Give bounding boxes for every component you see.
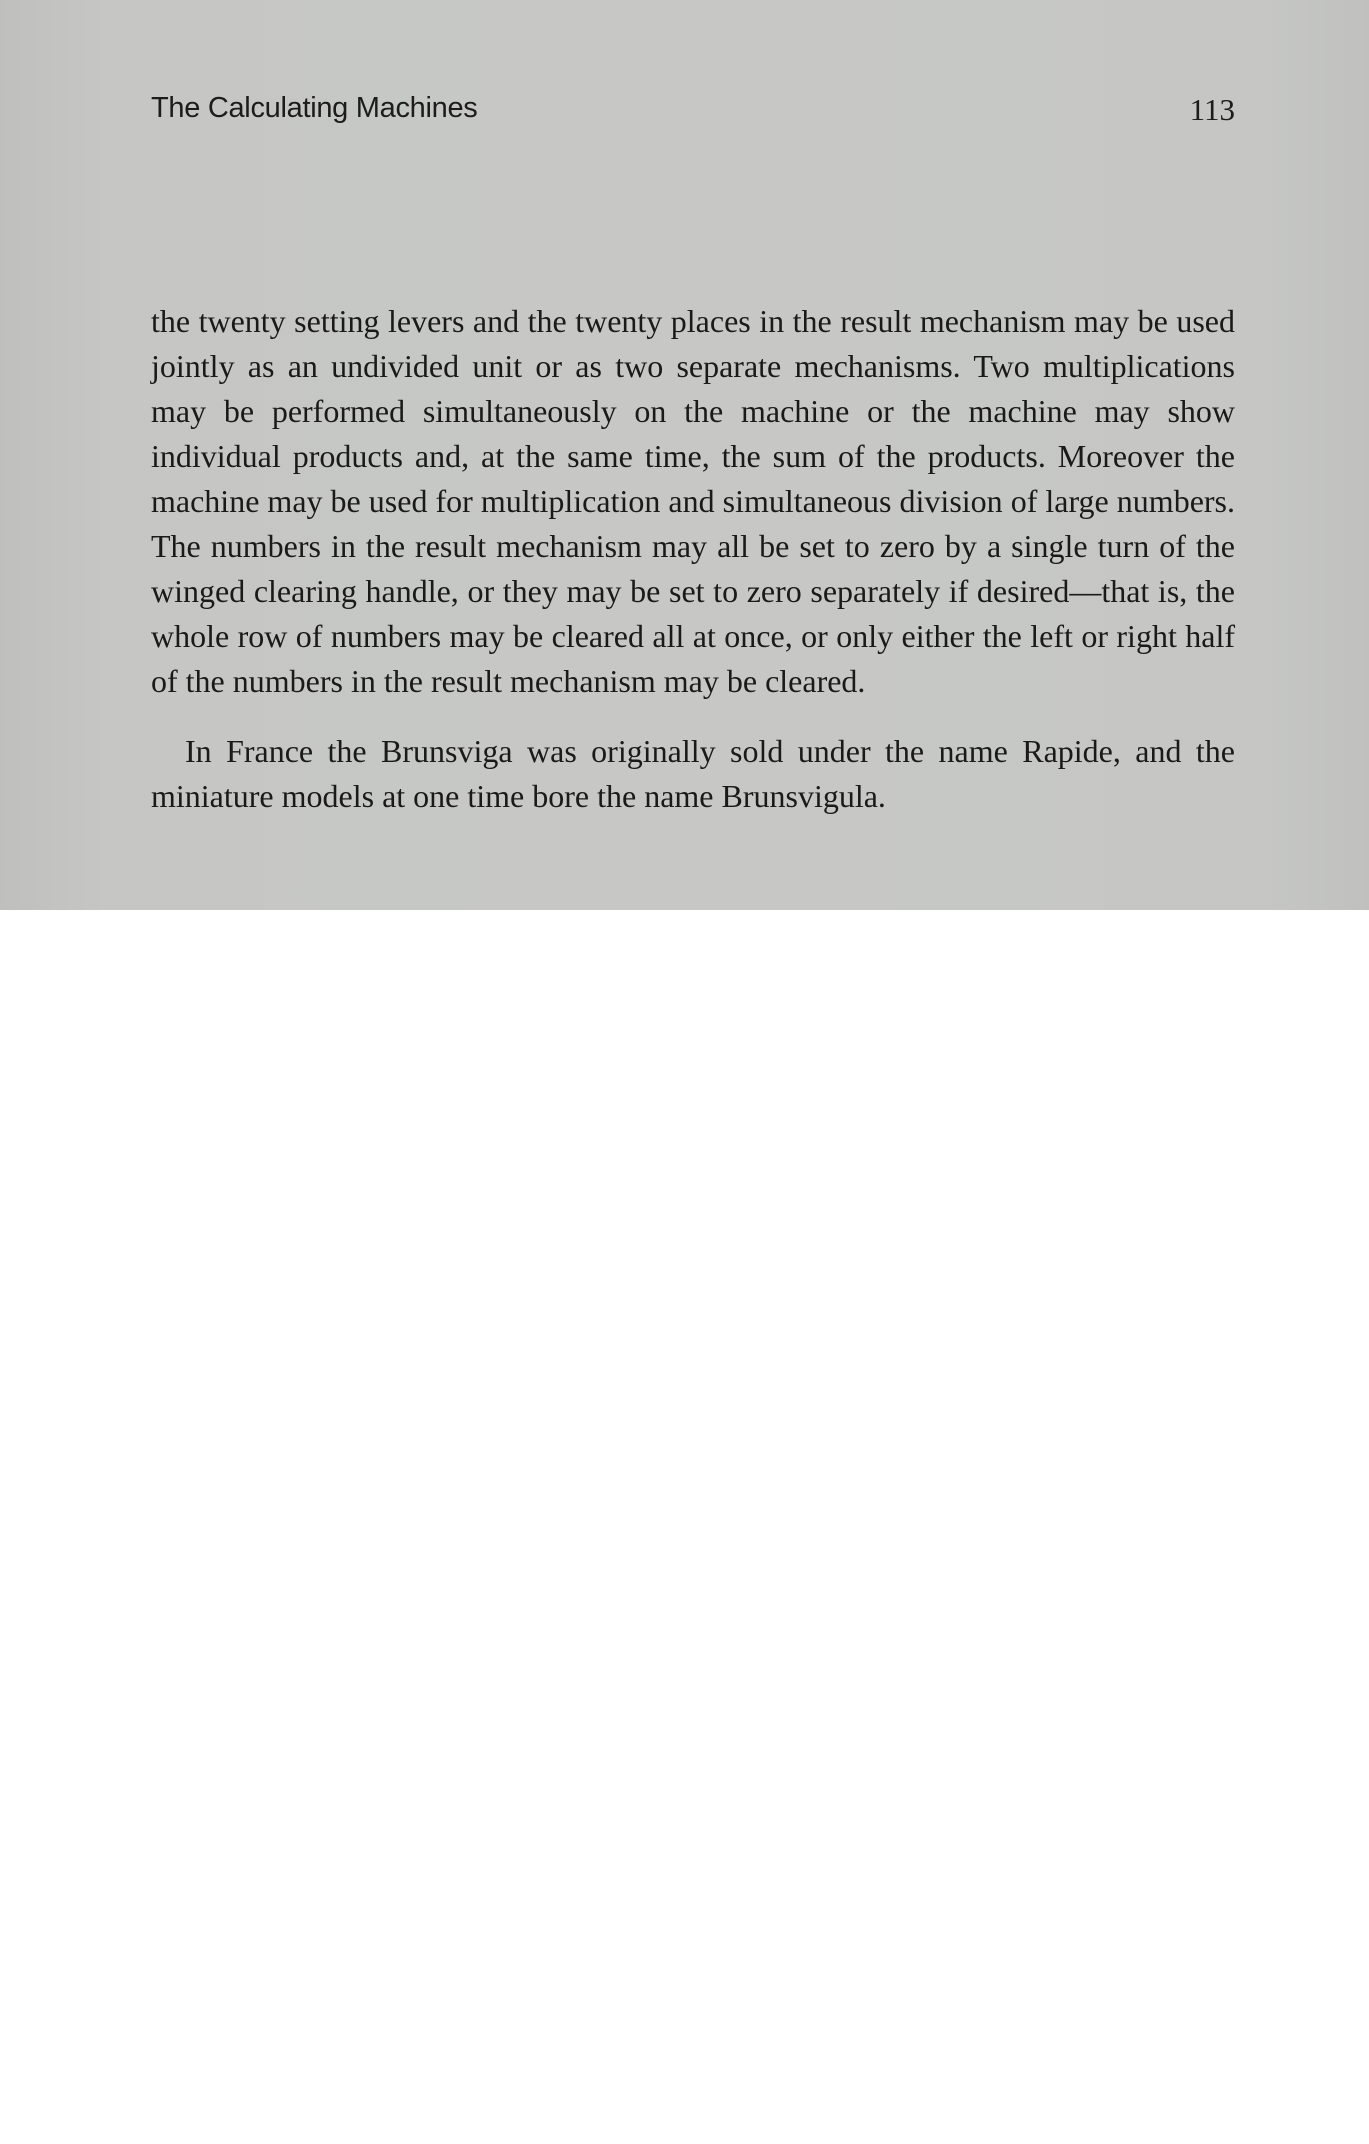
page-number: 113 bbox=[1189, 92, 1235, 127]
running-title: The Calculating Machines bbox=[151, 92, 478, 124]
body-text bbox=[151, 299, 1235, 819]
paragraph-continued: the twenty setting levers and the twenty places in the result mechanism may be used jointly as an undivided unit or as two separate mechanisms. Two multiplications may be performed simultaneously on the machine or the machine may show individual products and, at the same time, the sum of the products. Moreover the machine may be used for multiplication and simultaneous division of large numbers. The numbers in the result mechanism may all be set to zero by a single turn of the winged clearing handle, or they may be set to zero separately if desired—that is, the whole row of numbers may be cleared all at once, or only either the left or right half of the numbers in the result mechanism may be cleared. bbox=[151, 303, 1235, 699]
scanned-page bbox=[0, 0, 1369, 910]
paragraph-france-brunsviga: In France the Brunsviga was originally sold under the name Rapide, and the miniature models at one time bore the name Brunsvigula. bbox=[151, 733, 1235, 814]
running-head bbox=[151, 92, 1235, 132]
